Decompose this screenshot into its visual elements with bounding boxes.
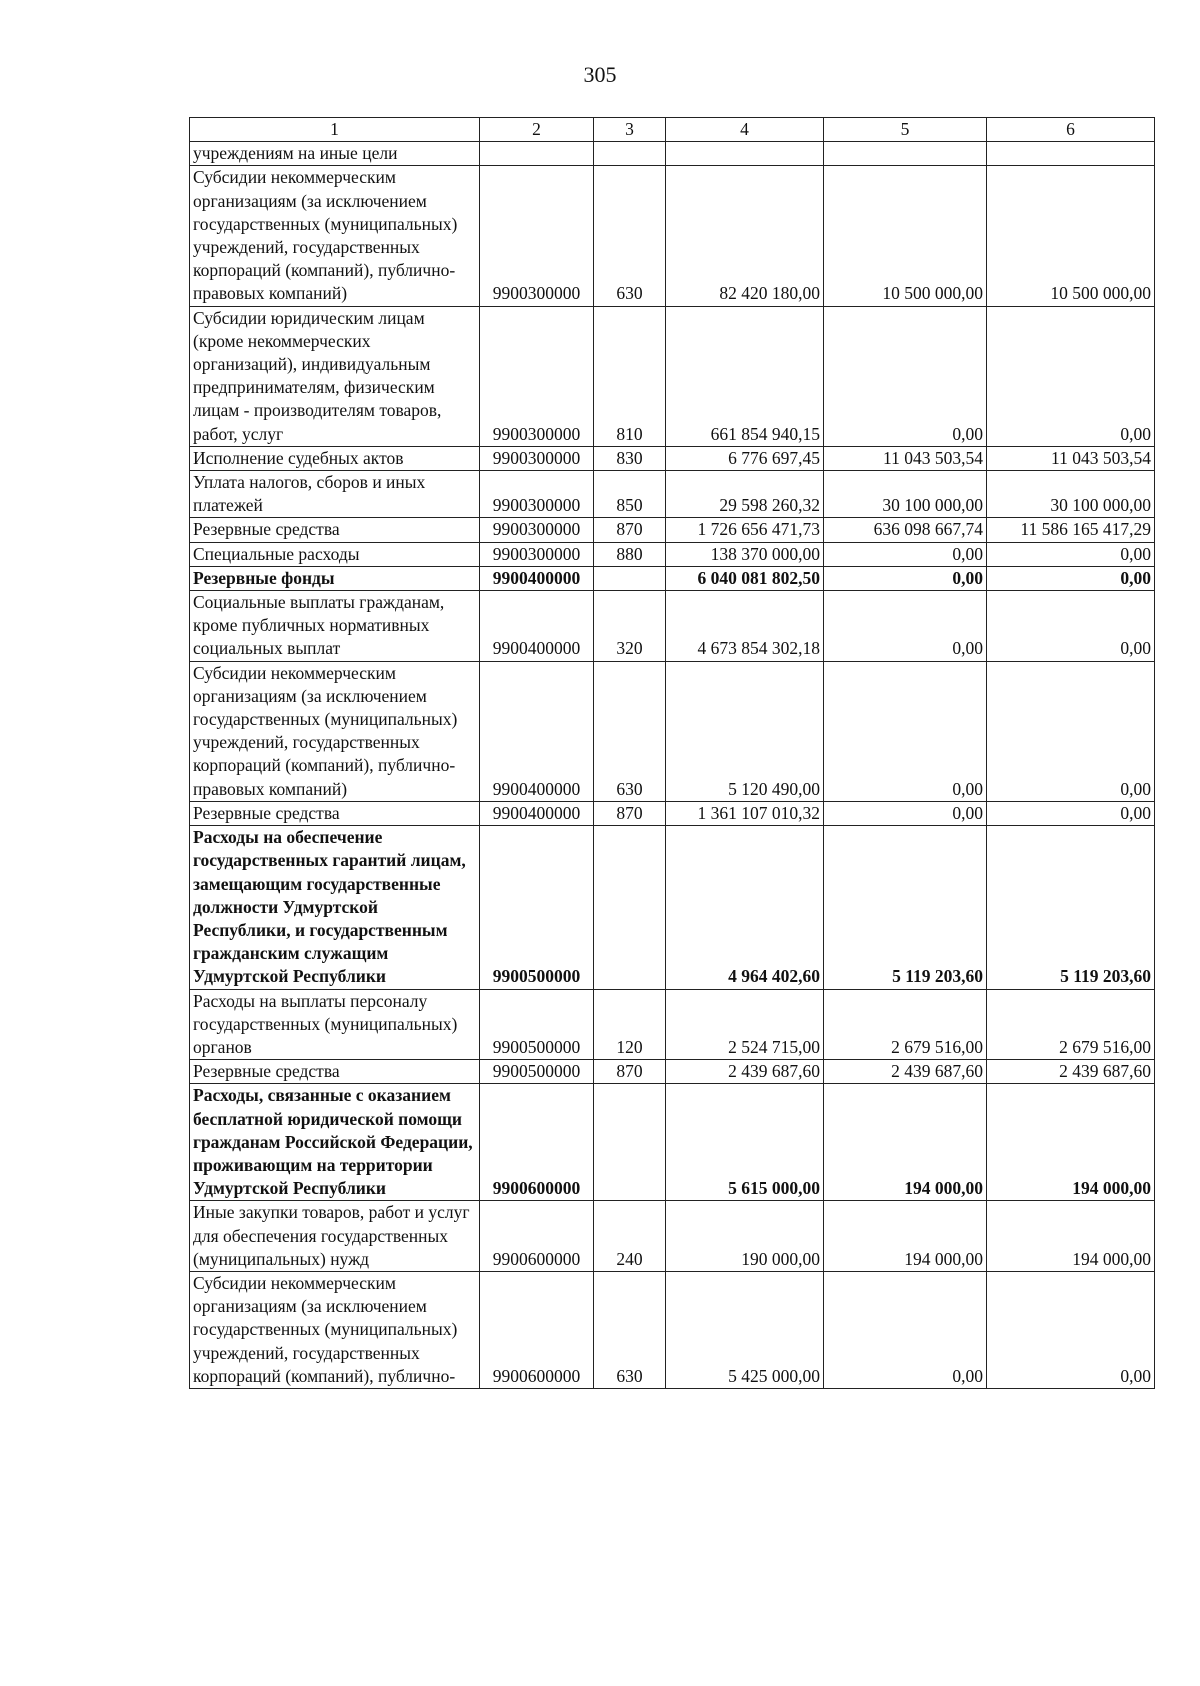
expense-name-cell: Исполнение судебных актов <box>190 446 480 470</box>
expense-type-code-cell <box>594 826 666 989</box>
table-row <box>190 566 1155 590</box>
expense-type-code-cell: 850 <box>594 471 666 518</box>
expense-type-code-cell <box>594 1084 666 1201</box>
target-article-code-cell: 9900600000 <box>480 1084 594 1201</box>
amount-year2-cell: 11 043 503,54 <box>824 446 987 470</box>
amount-year1-cell: 6 776 697,45 <box>666 446 824 470</box>
amount-year2-cell: 5 119 203,60 <box>824 826 987 989</box>
expense-name-cell: Субсидии юридическим лицам (кроме некоммерческих организаций), индивидуальным предпринимателям, физическим лицам - производителям товаров, работ, услуг <box>190 306 480 446</box>
amount-year3-cell: 30 100 000,00 <box>987 471 1155 518</box>
expense-type-code-cell: 870 <box>594 518 666 542</box>
amount-year3-cell: 0,00 <box>987 306 1155 446</box>
expense-name-cell: Иные закупки товаров, работ и услуг для обеспечения государственных (муниципальных) нужд <box>190 1201 480 1272</box>
amount-year3-cell: 10 500 000,00 <box>987 166 1155 306</box>
header-cell: 1 <box>190 118 480 142</box>
expense-name-cell: Субсидии некоммерческим организациям (за исключением государственных (муниципальных) учреждений, государственных корпораций (компаний), публично-правовых компаний) <box>190 166 480 306</box>
amount-year2-cell <box>824 142 987 166</box>
budget-table <box>189 117 1155 1389</box>
expense-type-code-cell <box>594 142 666 166</box>
table-row <box>190 1060 1155 1084</box>
amount-year1-cell: 4 964 402,60 <box>666 826 824 989</box>
page-number: 305 <box>583 62 617 87</box>
expense-type-code-cell: 630 <box>594 166 666 306</box>
amount-year2-cell: 10 500 000,00 <box>824 166 987 306</box>
amount-year3-cell: 11 586 165 417,29 <box>987 518 1155 542</box>
header-cell: 3 <box>594 118 666 142</box>
expense-type-code-cell: 240 <box>594 1201 666 1272</box>
amount-year3-cell: 0,00 <box>987 1271 1155 1388</box>
amount-year1-cell: 138 370 000,00 <box>666 542 824 566</box>
amount-year1-cell: 82 420 180,00 <box>666 166 824 306</box>
column-number-header <box>190 118 1155 142</box>
amount-year2-cell: 636 098 667,74 <box>824 518 987 542</box>
amount-year3-cell: 0,00 <box>987 542 1155 566</box>
expense-type-code-cell: 630 <box>594 661 666 801</box>
amount-year1-cell: 661 854 940,15 <box>666 306 824 446</box>
table-row <box>190 446 1155 470</box>
target-article-code-cell: 9900500000 <box>480 1060 594 1084</box>
amount-year3-cell: 0,00 <box>987 801 1155 825</box>
expense-name-cell: Резервные фонды <box>190 566 480 590</box>
amount-year1-cell: 6 040 081 802,50 <box>666 566 824 590</box>
table-row <box>190 518 1155 542</box>
amount-year2-cell: 0,00 <box>824 661 987 801</box>
amount-year3-cell: 5 119 203,60 <box>987 826 1155 989</box>
expense-name-cell: Расходы, связанные с оказанием бесплатной юридической помощи гражданам Российской Федерации, проживающим на территории Удмуртской Республики <box>190 1084 480 1201</box>
expense-type-code-cell: 630 <box>594 1271 666 1388</box>
target-article-code-cell: 9900400000 <box>480 566 594 590</box>
expense-type-code-cell: 810 <box>594 306 666 446</box>
expense-type-code-cell: 830 <box>594 446 666 470</box>
table-row <box>190 1271 1155 1388</box>
target-article-code-cell: 9900300000 <box>480 306 594 446</box>
amount-year1-cell: 190 000,00 <box>666 1201 824 1272</box>
target-article-code-cell: 9900400000 <box>480 591 594 662</box>
amount-year2-cell: 2 439 687,60 <box>824 1060 987 1084</box>
amount-year1-cell: 1 361 107 010,32 <box>666 801 824 825</box>
target-article-code-cell: 9900300000 <box>480 166 594 306</box>
amount-year2-cell: 0,00 <box>824 801 987 825</box>
expense-type-code-cell: 870 <box>594 801 666 825</box>
amount-year1-cell: 5 425 000,00 <box>666 1271 824 1388</box>
expense-name-cell: учреждениям на иные цели <box>190 142 480 166</box>
amount-year3-cell: 194 000,00 <box>987 1201 1155 1272</box>
amount-year2-cell: 2 679 516,00 <box>824 989 987 1060</box>
amount-year2-cell: 194 000,00 <box>824 1201 987 1272</box>
table-row <box>190 166 1155 306</box>
amount-year3-cell: 11 043 503,54 <box>987 446 1155 470</box>
header-cell: 5 <box>824 118 987 142</box>
target-article-code-cell: 9900300000 <box>480 542 594 566</box>
amount-year2-cell: 194 000,00 <box>824 1084 987 1201</box>
table-row <box>190 826 1155 989</box>
amount-year1-cell <box>666 142 824 166</box>
header-cell: 2 <box>480 118 594 142</box>
table-row <box>190 1084 1155 1201</box>
amount-year3-cell: 0,00 <box>987 661 1155 801</box>
expense-type-code-cell: 120 <box>594 989 666 1060</box>
table-row <box>190 661 1155 801</box>
amount-year1-cell: 5 615 000,00 <box>666 1084 824 1201</box>
target-article-code-cell: 9900500000 <box>480 989 594 1060</box>
expense-type-code-cell <box>594 566 666 590</box>
expense-name-cell: Специальные расходы <box>190 542 480 566</box>
expense-type-code-cell: 870 <box>594 1060 666 1084</box>
expense-name-cell: Расходы на выплаты персоналу государственных (муниципальных) органов <box>190 989 480 1060</box>
amount-year1-cell: 4 673 854 302,18 <box>666 591 824 662</box>
expense-name-cell: Субсидии некоммерческим организациям (за исключением государственных (муниципальных) учреждений, государственных корпораций (компаний), публично- <box>190 1271 480 1388</box>
expense-name-cell: Социальные выплаты гражданам, кроме публичных нормативных социальных выплат <box>190 591 480 662</box>
table-row <box>190 542 1155 566</box>
amount-year3-cell: 194 000,00 <box>987 1084 1155 1201</box>
amount-year3-cell: 2 439 687,60 <box>987 1060 1155 1084</box>
amount-year3-cell: 2 679 516,00 <box>987 989 1155 1060</box>
amount-year3-cell <box>987 142 1155 166</box>
amount-year2-cell: 0,00 <box>824 566 987 590</box>
expense-name-cell: Уплата налогов, сборов и иных платежей <box>190 471 480 518</box>
table-row <box>190 989 1155 1060</box>
target-article-code-cell: 9900300000 <box>480 446 594 470</box>
header-cell: 4 <box>666 118 824 142</box>
amount-year3-cell: 0,00 <box>987 566 1155 590</box>
header-cell: 6 <box>987 118 1155 142</box>
table-row <box>190 142 1155 166</box>
expense-type-code-cell: 880 <box>594 542 666 566</box>
target-article-code-cell: 9900600000 <box>480 1271 594 1388</box>
amount-year1-cell: 2 524 715,00 <box>666 989 824 1060</box>
amount-year2-cell: 30 100 000,00 <box>824 471 987 518</box>
amount-year2-cell: 0,00 <box>824 306 987 446</box>
target-article-code-cell: 9900300000 <box>480 471 594 518</box>
table-row <box>190 471 1155 518</box>
expense-name-cell: Резервные средства <box>190 518 480 542</box>
table-row <box>190 801 1155 825</box>
table-row <box>190 591 1155 662</box>
target-article-code-cell: 9900600000 <box>480 1201 594 1272</box>
amount-year3-cell: 0,00 <box>987 591 1155 662</box>
amount-year2-cell: 0,00 <box>824 591 987 662</box>
amount-year2-cell: 0,00 <box>824 1271 987 1388</box>
table-row <box>190 306 1155 446</box>
target-article-code-cell: 9900300000 <box>480 518 594 542</box>
amount-year1-cell: 29 598 260,32 <box>666 471 824 518</box>
expense-name-cell: Расходы на обеспечение государственных гарантий лицам, замещающим государственные должности Удмуртской Республики, и государственным гражданским служащим Удмуртской Республики <box>190 826 480 989</box>
expense-name-cell: Резервные средства <box>190 801 480 825</box>
amount-year1-cell: 1 726 656 471,73 <box>666 518 824 542</box>
expense-type-code-cell: 320 <box>594 591 666 662</box>
target-article-code-cell <box>480 142 594 166</box>
amount-year2-cell: 0,00 <box>824 542 987 566</box>
amount-year1-cell: 5 120 490,00 <box>666 661 824 801</box>
expense-name-cell: Субсидии некоммерческим организациям (за исключением государственных (муниципальных) учреждений, государственных корпораций (компаний), публично-правовых компаний) <box>190 661 480 801</box>
target-article-code-cell: 9900400000 <box>480 661 594 801</box>
target-article-code-cell: 9900400000 <box>480 801 594 825</box>
expense-name-cell: Резервные средства <box>190 1060 480 1084</box>
target-article-code-cell: 9900500000 <box>480 826 594 989</box>
amount-year1-cell: 2 439 687,60 <box>666 1060 824 1084</box>
table-row <box>190 1201 1155 1272</box>
